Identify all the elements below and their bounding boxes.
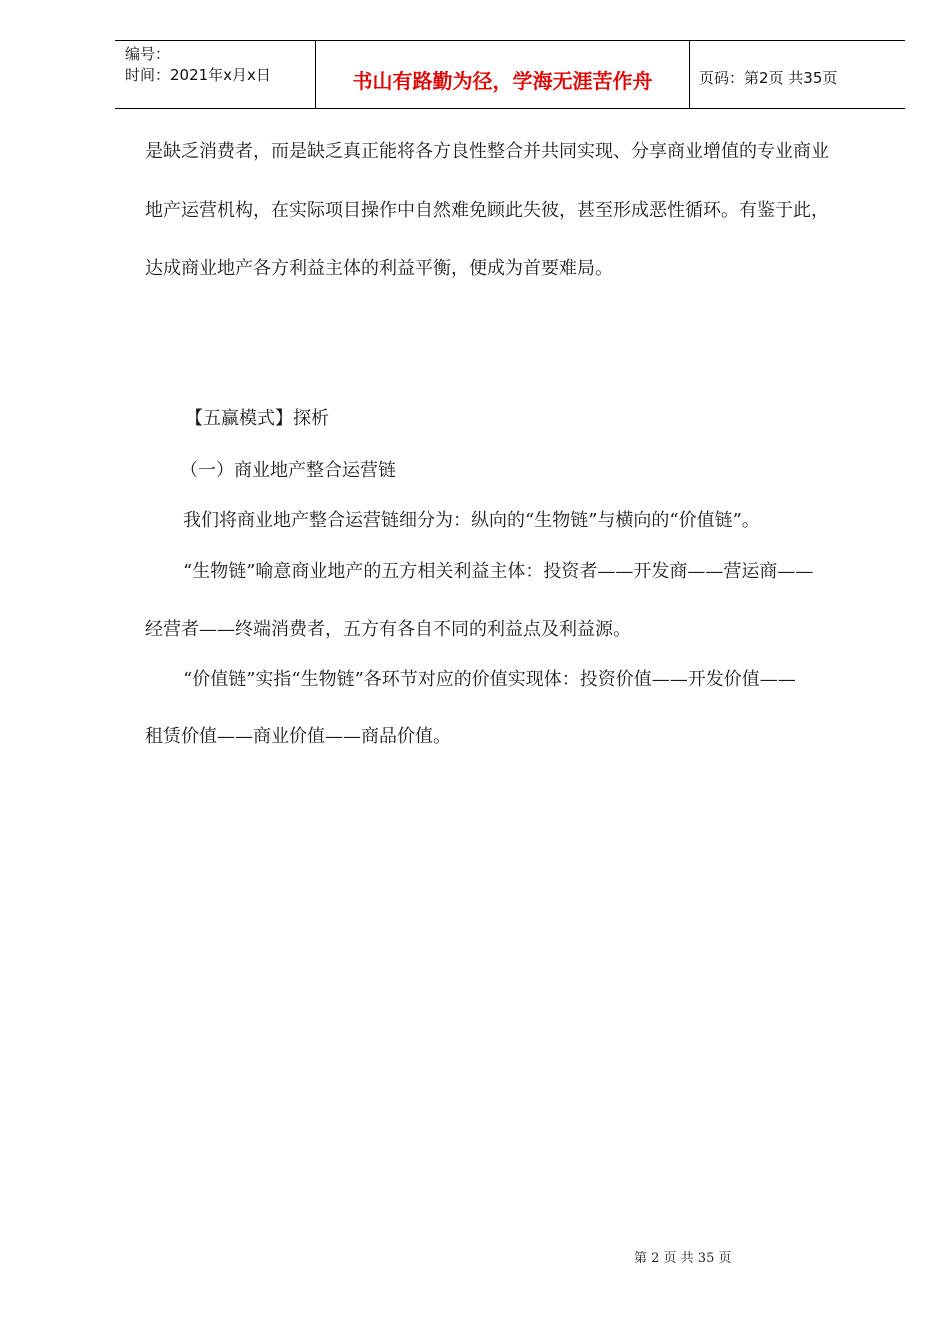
section-heading: 【五赢模式】探析 — [185, 408, 329, 429]
header-page-cell — [690, 41, 905, 108]
paragraph-line: “生物链”喻意商业地产的五方相关利益主体：投资者——开发商——营运商—— — [183, 561, 814, 582]
page-footer: 第 2 页 共 35 页 — [634, 1251, 732, 1266]
paragraph-line: 地产运营机构，在实际项目操作中自然难免顾此失彼，甚至形成恶性循环。有鉴于此， — [145, 200, 829, 221]
header-meta-cell — [115, 41, 316, 108]
paragraph-line: “价值链”实指“生物链”各环节对应的价值实现体：投资价值——开发价值—— — [183, 669, 796, 690]
paragraph-line: 达成商业地产各方利益主体的利益平衡，便成为首要难局。 — [145, 258, 613, 279]
header-motto: 书山有路勤为径，学海无涯苦作舟 — [352, 69, 653, 93]
paragraph-line: 是缺乏消费者，而是缺乏真正能将各方良性整合并共同实现、分享商业增值的专业商业 — [145, 141, 829, 162]
paragraph-line: 经营者——终端消费者，五方有各自不同的利益点及利益源。 — [145, 619, 631, 640]
header-motto-cell — [316, 41, 690, 108]
section-subheading: （一）商业地产整合运营链 — [180, 460, 396, 481]
paragraph-line: 租赁价值——商业价值——商品价值。 — [145, 726, 451, 747]
document-number-label: 编号： — [125, 45, 171, 63]
document-date-label: 时间：2021年x月x日 — [125, 66, 271, 84]
header-page-number: 页码：第2页 共35页 — [699, 69, 838, 87]
paragraph-line: 我们将商业地产整合运营链细分为：纵向的“生物链”与横向的“价值链”。 — [183, 510, 760, 531]
page-header — [115, 40, 905, 109]
